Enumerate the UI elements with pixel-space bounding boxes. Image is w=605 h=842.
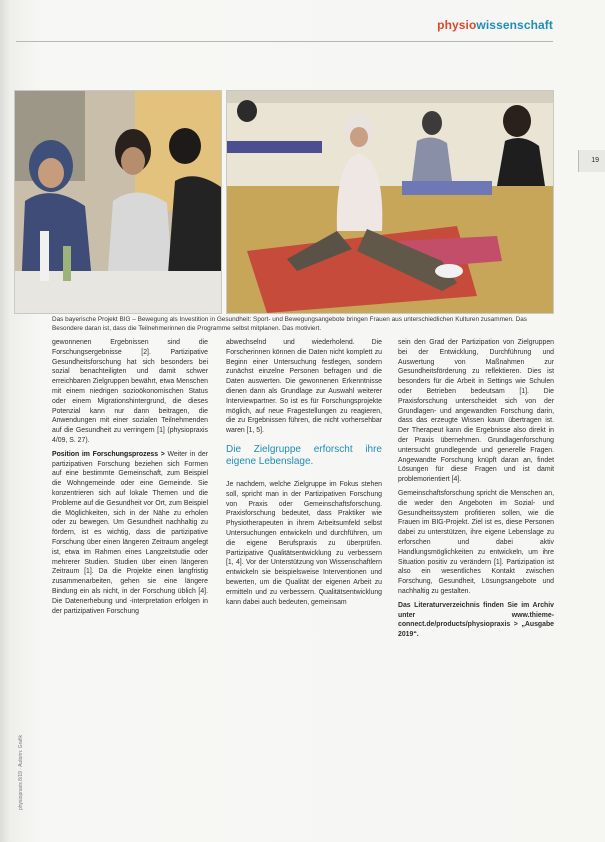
col1-paragraph-1: gewonnenen Ergebnissen sind die Forschungsergebnisse [2]. Partizipative Gesundheitsforschung hat sich besonders bei sozial benachteiligten und damit schwer erreichbaren Zielgruppen bewährt, etwa Menschen mit einem niedrigen sozioökonomischen Status oder einem Migrationshintergrund, die dieses Potenzial kann nur dann beitragen, die Anwendungen mit einer sozialen Teilnehmenden auf die Gesundheit zu verringern [1] (physiopraxis 4/09, S. 27). [52,339,208,444]
col2-paragraph-1: abwechselnd und wiederholend. Die Forscherinnen können die Daten nicht komplett zu Beginn einer Untersuchung festlegen, sondern zunächst einzelne Personen befragen und die Daten auswerten. Die gewonnenen Erkenntnisse dienen dann als Grundlage zur Auswahl weiterer Interviewpartner. So ist es für Forschungsprojekte möglich, auf neue Fragestellungen zu reagieren, die zu Ergebnissen führen, die nicht vorhersehbar waren [1, 5]. [226,339,382,435]
text-column-3 [398,338,554,644]
text-column-2 [226,338,382,611]
brand-header [437,18,553,32]
photo-women-seated-illustration [15,91,221,313]
photo-exercise-class [226,90,554,314]
col1-paragraph-2 [52,450,208,617]
photo-exercise-class-illustration [227,91,553,313]
literature-note: Das Literaturverzeichnis finden Sie im Archiv unter www.thieme-connect.de/products/physiopraxis > „Ausgabe 2019“. [398,601,554,639]
col3-paragraph-1: sein den Grad der Partizipation von Zielgruppen bei der Entwicklung, Durchführung und Auswertung von Maßnahmen zur Gesundheitsförderung zu reflektieren. Dies ist besonders für die Arbeit in Settings wie Schulen oder Betrieben bedeutsam [1]. Die Praxisforschung unterscheidet sich von der Grundlagen- und angewandten Forschung darin, dass das erzeugte Wissen kaum übertragen ist. Der Therapeut kann die Ergebnisse also direkt in der Praxis übernehmen. Grundlagenforschung untersucht grundlegende und generelle Fragen. Angewandte Forschung knüpft daran an, findet Lösungen für diese Fragen und ist damit problemorientiert [4]. [398,339,554,484]
brand-part-wissenschaft: wissenschaft [476,18,553,32]
side-credit-text: physiopraxis 8/19 · Autorin: Grafik [18,734,24,810]
photo-women-seated [14,90,222,314]
text-column-1 [52,338,208,620]
col2-paragraph-2: Je nachdem, welche Zielgruppe im Fokus stehen soll, spricht man in der Partizipativen Forschung von Praxis oder Gemeinschaftsforschung. Praxisforschung bedeutet, dass Praktiker wie Physiotherapeuten in ihrem Arbeitsumfeld selbst Untersuchungen entwickeln und durchführen, um die eigene Berufspraxis zu überprüfen. Partizipative Qualitätsentwicklung zu verbessern [1, 4]. Vor der Unterstützung von Wissenschaftlern entwickeln sie beispielsweise Interventionen und bewerten, um die Qualität der eigenen Arbeit zu ermitteln und zu verbessern. Qualitätsentwicklung kann dabei auch bedeuten, gemeinsam [226,480,382,606]
page-number: 19 [591,157,599,164]
col1-paragraph-2-body: Weiter in der partizipativen Forschung beziehen sich Formen auf eine bestimmte Gemeinschaft, zum Beispiel die Wohngemeinde oder eine Gemeinde. Sie konzentrieren sich auf lokale Themen und die Probleme auf die Gesundheit vor Ort, zum Beispiel die Möglichkeiten, sich in der Nähe zu erholen oder zu bewegen. Um Gesundheit nachhaltig zu fördern, ist es wichtig, dass die partizipative Forschung über einen längeren Zeitraum angelegt ist, etwa im Rahmen eines Langzeitstudie oder mehrerer Studien. Studien über einen längeren Zeitraum [1]. Da die Projekte einen langfristig zusammenarbeiten, gehen sie eine längere Bindung ein als nicht, in der Forschung üblich [4]. Die Datenerhebung und -interpretation erfolgen in der partizipativen Forschung [52,450,209,615]
brand-part-physio: physio [437,18,477,32]
col3-paragraph-2: Gemeinschaftsforschung spricht die Menschen an, die weder den Angeboten im Sozial- und Gesundheitssystem profitieren sollen, wie die Frauen im BIG-Projekt. Ziel ist es, diese Personen dabei zu unterstützen, ihre eigene Lebenslage zu erforschen und dabei aktiv Handlungsmöglichkeiten zu entwickeln, um ihre Situation positiv zu verändern [1]. Partizipation ist also ein wesentliches Kontakt zwischen Forschung, Gesundheit, Lösungsangebote und nachhaltig zu gestalten. [398,489,554,595]
pull-quote: Die Zielgruppe erforscht ihre eigene Lebenslage. [226,443,382,467]
header-rule [16,41,553,42]
side-credit [18,620,30,810]
photo-caption: Das bayerische Projekt BIG – Bewegung als Investition in Gesundheit: Sport- und Bewegungsangebote bringen Frauen aus unterschiedlichen Kulturen zusammen. Das Besondere daran ist, dass die Teilnehmerinnen die Programme selbst mitplanen. Das motiviert. [52,316,527,332]
col1-subhead: Position im Forschungsprozess > [52,450,165,458]
